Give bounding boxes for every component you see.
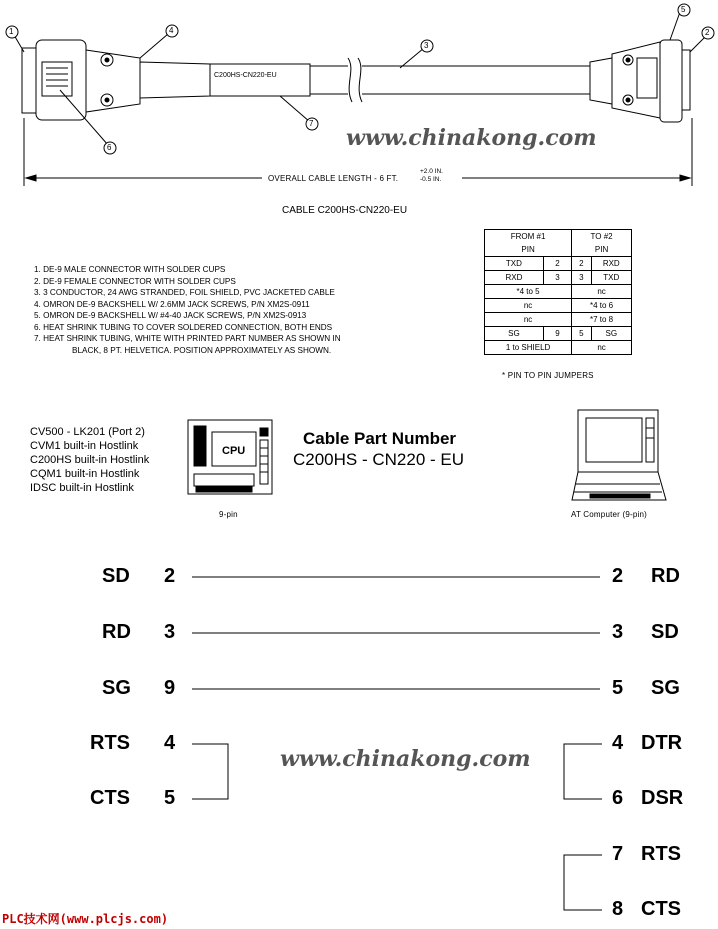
right-signal-rts: RTS — [641, 843, 681, 865]
computer-icon — [570, 408, 670, 506]
callout-4: 4 — [169, 26, 174, 35]
plc-model-item: CV500 - LK201 (Port 2) — [30, 426, 145, 438]
right-pin-6: 6 — [612, 787, 624, 809]
table-cell: 1 to SHIELD — [485, 341, 572, 355]
note-item: 1. DE-9 MALE CONNECTOR WITH SOLDER CUPS — [34, 265, 226, 274]
table-cell: RXD — [591, 257, 631, 271]
table-cell: TXD — [485, 257, 544, 271]
computer-caption: AT Computer (9-pin) — [571, 510, 647, 519]
table-cell: 5 — [572, 327, 591, 341]
callout-5: 5 — [681, 5, 686, 14]
table-cell: 2 — [572, 257, 591, 271]
cpu-caption: 9-pin — [219, 510, 238, 519]
tolerance-minus: -0.5 IN. — [420, 176, 442, 183]
table-cell: *4 to 6 — [572, 299, 632, 313]
note-item: 6. HEAT SHRINK TUBING TO COVER SOLDERED CONNECTION, BOTH ENDS — [34, 322, 333, 332]
pin-table-header-from: FROM #1 — [485, 230, 572, 244]
note-item: BLACK, 8 PT. HELVETICA. POSITION APPROXIMATELY AS SHOWN. — [72, 345, 332, 355]
table-cell: 3 — [572, 271, 591, 285]
table-cell: 9 — [543, 327, 571, 341]
table-cell: nc — [572, 285, 632, 299]
table-cell: nc — [572, 341, 632, 355]
jumper-rts-cts-right — [564, 855, 602, 910]
pin-table-footnote: * PIN TO PIN JUMPERS — [502, 371, 594, 380]
part-number-title: Cable Part Number — [303, 429, 457, 448]
table-cell: nc — [485, 299, 572, 313]
pin-table-header-to: TO #2 — [572, 230, 632, 244]
left-pin-3: 3 — [164, 621, 176, 643]
table-cell: RXD — [485, 271, 544, 285]
table-cell: 2 — [543, 257, 571, 271]
footer-site-link[interactable]: PLC技术网(www.plcjs.com) — [2, 912, 169, 926]
length-tolerance — [420, 168, 443, 184]
plc-model-item: CVM1 built-in Hostlink — [30, 440, 139, 452]
left-signal-sg: SG — [102, 677, 131, 699]
right-pin-4: 4 — [612, 732, 624, 754]
right-signal-dsr: DSR — [641, 787, 684, 809]
table-cell: SG — [485, 327, 544, 341]
watermark-bottom: www.chinakong.com — [280, 746, 531, 772]
pin-table — [484, 229, 632, 355]
callout-7: 7 — [309, 119, 314, 128]
table-cell: SG — [591, 327, 631, 341]
note-item: 4. OMRON DE-9 BACKSHELL W/ 2.6MM JACK SCREWS, P/N XM2S-0911 — [34, 299, 310, 309]
table-cell: TXD — [591, 271, 631, 285]
right-signal-dtr: DTR — [641, 732, 683, 754]
cpu-label: CPU — [222, 445, 246, 457]
left-signal-sd: SD — [102, 565, 130, 587]
left-strain-relief — [140, 62, 210, 98]
table-cell: 3 — [543, 271, 571, 285]
table-row — [485, 285, 632, 299]
cable-drawing — [0, 0, 718, 200]
left-pin-2: 2 — [164, 565, 176, 587]
jumper-dtr-dsr — [564, 744, 602, 799]
table-row — [485, 313, 632, 327]
right-pin-2: 2 — [612, 565, 624, 587]
table-cell: nc — [485, 313, 572, 327]
right-connector-face — [637, 58, 657, 98]
right-signal-rd: RD — [651, 565, 680, 587]
cable-print-label: C200HS-CN220-EU — [214, 72, 277, 79]
left-pin-4: 4 — [164, 732, 176, 754]
right-pin-8: 8 — [612, 898, 624, 920]
cpu-icon — [186, 418, 276, 498]
note-item: 5. OMRON DE-9 BACKSHELL W/ #4-40 JACK SCREWS, P/N XM2S-0913 — [34, 311, 307, 320]
note-item: 2. DE-9 FEMALE CONNECTOR WITH SOLDER CUPS — [34, 276, 236, 286]
left-signal-rts: RTS — [90, 732, 130, 754]
pin-table-header-pin-from: PIN — [485, 243, 572, 257]
plc-model-item: IDSC built-in Hostlink — [30, 482, 134, 494]
right-pin-5: 5 — [612, 677, 624, 699]
table-cell: *7 to 8 — [572, 313, 632, 327]
right-connector-shell — [660, 40, 682, 122]
table-row — [485, 271, 632, 285]
right-connector-flange — [682, 50, 690, 110]
callout-6: 6 — [107, 143, 112, 152]
notes-list — [34, 264, 341, 356]
watermark-top: www.chinakong.com — [346, 125, 597, 151]
left-connector-flange — [22, 48, 36, 113]
table-cell: *4 to 5 — [485, 285, 572, 299]
table-row — [485, 257, 632, 271]
left-signal-rd: RD — [102, 621, 131, 643]
left-signal-cts: CTS — [90, 787, 130, 809]
plc-model-item: C200HS built-in Hostlink — [30, 454, 150, 466]
heat-shrink-tubing — [210, 64, 310, 96]
left-pin-9: 9 — [164, 677, 176, 699]
callout-3: 3 — [424, 41, 429, 50]
pin-table-header-pin-to: PIN — [572, 243, 632, 257]
cable-title: CABLE C200HS-CN220-EU — [282, 205, 408, 216]
right-pin-3: 3 — [612, 621, 624, 643]
table-row — [485, 299, 632, 313]
note-item: 3. 3 CONDUCTOR, 24 AWG STRANDED, FOIL SHIELD, PVC JACKETED CABLE — [34, 288, 335, 297]
left-connector-face — [42, 62, 72, 96]
tolerance-plus: +2.0 IN. — [420, 168, 443, 175]
right-signal-sd: SD — [651, 621, 679, 643]
note-item: 7. HEAT SHRINK TUBING, WHITE WITH PRINTED PART NUMBER AS SHOWN IN — [34, 334, 341, 343]
table-row — [485, 327, 632, 341]
plc-model-item: CQM1 built-in Hostlink — [30, 468, 140, 480]
table-row — [485, 341, 632, 355]
right-signal-sg: SG — [651, 677, 680, 699]
left-pin-5: 5 — [164, 787, 176, 809]
right-signal-cts: CTS — [641, 898, 681, 920]
right-pin-7: 7 — [612, 843, 624, 865]
callout-1: 1 — [9, 27, 14, 36]
callout-2: 2 — [705, 28, 710, 37]
plc-models-list — [30, 425, 149, 495]
jumper-rts-cts — [192, 744, 228, 799]
overall-length-label: OVERALL CABLE LENGTH - 6 FT. — [268, 174, 399, 183]
part-number-value: C200HS - CN220 - EU — [293, 450, 465, 469]
